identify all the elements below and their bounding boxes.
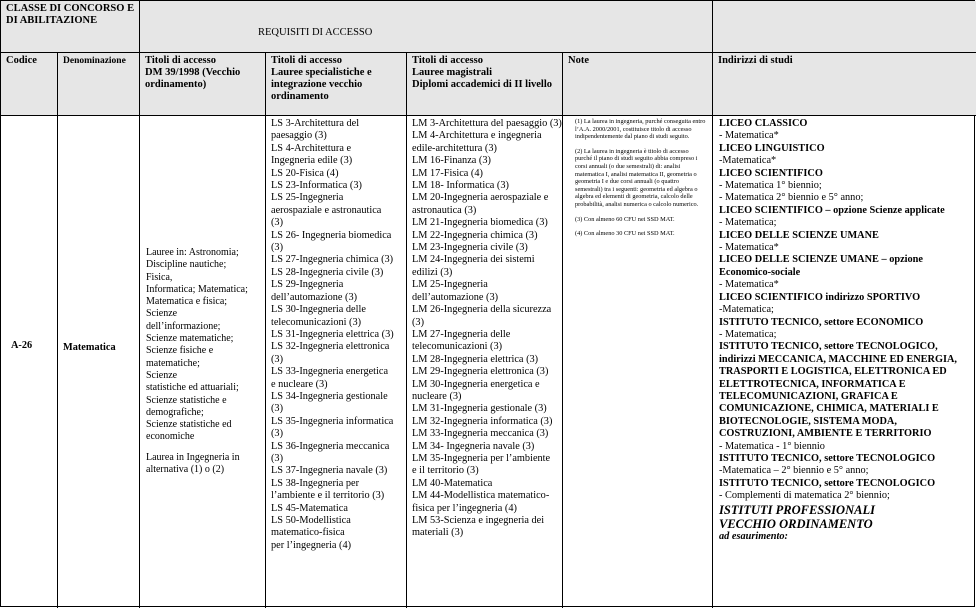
lm-title-line: nucleare (3) bbox=[412, 390, 462, 402]
indirizzi-list bbox=[719, 118, 970, 543]
ls-title-line: LS 31-Ingegneria elettrica (3) bbox=[271, 328, 394, 340]
lm-title-line: LM 34- Ingegneria navale (3) bbox=[412, 440, 535, 452]
ls-title-line: LS 25-Ingegneria bbox=[271, 192, 344, 204]
lm-title-line: LM 4-Architettura e ingegneria bbox=[412, 130, 542, 142]
indirizzo-heading: COSTRUZIONI, AMBIENTE E TERRITORIO bbox=[719, 428, 932, 440]
ls-title-line: LS 34-Ingegneria gestionale bbox=[271, 390, 388, 402]
cell-titoli-dm bbox=[140, 116, 266, 608]
lm-title-line: LM 23-Ingegneria civile (3) bbox=[412, 242, 528, 254]
header-titoli-dm bbox=[140, 53, 266, 116]
lm-title-line: LM 44-Modellistica matematico- bbox=[412, 490, 550, 502]
lm-title-line: LM 27-Ingegneria delle bbox=[412, 328, 511, 340]
indirizzo-heading: ISTITUTI PROFESSIONALI bbox=[719, 502, 875, 517]
header-classe-line: CLASSE DI CONCORSO E bbox=[6, 3, 135, 14]
ls-title-line: LS 33-Ingegneria energetica bbox=[271, 366, 389, 378]
lm-title-line: LM 17-Fisica (4) bbox=[412, 167, 483, 179]
ls-title-line: LS 4-Architettura e bbox=[271, 142, 352, 154]
header-requisiti bbox=[140, 1, 713, 53]
cell-denominazione bbox=[58, 116, 140, 608]
header-codice bbox=[1, 53, 58, 116]
dm-extra-line: Laurea in Ingegneria in bbox=[146, 452, 240, 463]
indirizzo-heading: LICEO CLASSICO bbox=[719, 118, 808, 129]
indirizzo-heading: LICEO SCIENTIFICO indirizzo SPORTIVO bbox=[719, 291, 921, 303]
indirizzo-subject: - Matematica* bbox=[719, 130, 779, 142]
indirizzo-subject: - Matematica; bbox=[719, 217, 777, 229]
lm-title-line: LM 22-Ingegneria chimica (3) bbox=[412, 229, 538, 241]
ls-title-line: aerospaziale e astronautica bbox=[271, 204, 382, 216]
indirizzo-heading: LICEO SCIENTIFICO bbox=[719, 167, 823, 179]
indirizzo-heading: LICEO SCIENTIFICO – opzione Scienze applicate bbox=[719, 204, 945, 216]
header-titoli-ls-line: integrazione vecchio bbox=[271, 79, 363, 90]
lm-title-line: LM 53-Scienza e ingegneria dei bbox=[412, 515, 545, 526]
dm-title-line: Scienze bbox=[146, 308, 178, 320]
header-classe bbox=[1, 1, 140, 53]
ls-title-line: LS 37-Ingegneria navale (3) bbox=[271, 465, 388, 477]
indirizzo-heading: COMUNICAZIONE, CHIMICA, MATERIALI E bbox=[719, 403, 939, 415]
cell-codice bbox=[1, 116, 58, 608]
header-classe-line: DI ABILITAZIONE bbox=[6, 15, 98, 26]
note-item: (3) Con almeno 60 CFU nei SSD MAT. bbox=[575, 215, 675, 223]
lm-title-line: e il territorio (3) bbox=[412, 465, 479, 477]
lm-title-line: LM 28-Ingegneria elettrica (3) bbox=[412, 353, 539, 365]
ls-titles-list bbox=[271, 118, 401, 552]
header-titoli-dm-line: DM 39/1998 (Vecchio bbox=[145, 67, 241, 78]
lm-title-line: LM 18- Informatica (3) bbox=[412, 180, 509, 192]
lm-title-line: edilizi (3) bbox=[412, 266, 453, 278]
lm-title-line: LM 26-Ingegneria della sicurezza bbox=[412, 304, 552, 316]
indirizzo-heading: LICEO DELLE SCIENZE UMANE – opzione bbox=[719, 254, 923, 266]
ls-title-line: LS 45-Matematica bbox=[271, 502, 348, 514]
indirizzo-heading: ISTITUTO TECNICO, settore TECNOLOGICO, bbox=[719, 341, 938, 353]
dm-title-line: Scienze statistiche e bbox=[146, 394, 227, 406]
ls-title-line: l’ambiente e il territorio (3) bbox=[271, 490, 385, 502]
indirizzo-heading: ISTITUTO TECNICO, settore TECNOLOGICO bbox=[719, 477, 936, 489]
ls-title-line: (3) bbox=[271, 353, 284, 365]
ls-title-line: e nucleare (3) bbox=[271, 378, 328, 390]
ls-title-line: per l’ingegneria (4) bbox=[271, 539, 352, 551]
indirizzo-subject: - Matematica 1° biennio; bbox=[719, 180, 822, 192]
header-indirizzi bbox=[713, 53, 976, 116]
ls-title-line: (3) bbox=[271, 452, 284, 464]
cell-titoli-lm bbox=[407, 116, 563, 608]
dm-engineering-note bbox=[146, 452, 240, 477]
ls-title-line: LS 3-Architettura del bbox=[271, 118, 360, 129]
ls-title-line: LS 29-Ingegneria bbox=[271, 279, 344, 291]
ls-title-line: LS 35-Ingegneria informatica bbox=[271, 415, 394, 427]
header-denominazione bbox=[58, 53, 140, 116]
ls-title-line: LS 30-Ingegneria delle bbox=[271, 304, 366, 316]
ls-title-line: LS 27-Ingegneria chimica (3) bbox=[271, 254, 394, 266]
header-codice-label: Codice bbox=[6, 55, 37, 66]
dm-title-line: Scienze bbox=[146, 369, 178, 381]
cell-note bbox=[563, 116, 713, 608]
lm-title-line: edile-architettura (3) bbox=[412, 142, 497, 154]
ls-title-line: (3) bbox=[271, 403, 284, 415]
lm-title-line: LM 40-Matematica bbox=[412, 477, 493, 489]
dm-title-line: demografiche; bbox=[146, 406, 204, 418]
indirizzo-subject: -Matematica; bbox=[719, 304, 774, 316]
indirizzo-heading: Economico-sociale bbox=[719, 266, 801, 278]
header-titoli-ls-line: Titoli di accesso bbox=[271, 55, 342, 66]
lm-title-line: LM 32-Ingegneria informatica (3) bbox=[412, 415, 553, 427]
ls-title-line: dell’automazione (3) bbox=[271, 291, 358, 303]
lm-title-line: LM 25-Ingegneria bbox=[412, 279, 488, 291]
ls-title-line: (3) bbox=[271, 428, 284, 440]
lm-title-line: LM 30-Ingegneria energetica e bbox=[412, 378, 540, 390]
lm-title-line: LM 21-Ingegneria biomedica (3) bbox=[412, 217, 548, 229]
ls-title-line: LS 36-Ingegneria meccanica bbox=[271, 440, 390, 452]
indirizzo-subject: -Matematica* bbox=[719, 155, 777, 167]
ls-title-line: LS 23-Informatica (3) bbox=[271, 180, 362, 192]
header-indirizzi-label: Indirizzi di studi bbox=[718, 55, 793, 66]
denominazione-value: Matematica bbox=[63, 342, 116, 353]
header-denominazione-label: Denominazione bbox=[63, 56, 126, 66]
dm-title-line: matematiche; bbox=[146, 357, 200, 369]
indirizzo-heading: TELECOMUNICAZIONI, GRAFICA E bbox=[719, 390, 898, 402]
lm-titles-list bbox=[412, 118, 562, 540]
lm-title-line: LM 20-Ingegneria aerospaziale e bbox=[412, 192, 549, 204]
dm-title-line: Scienze matematiche; bbox=[146, 333, 234, 345]
dm-title-line: Discipline nautiche; bbox=[146, 259, 227, 271]
header-titoli-lm-line: Diplomi accademici di II livello bbox=[412, 79, 552, 90]
ls-title-line: telecomunicazioni (3) bbox=[271, 316, 362, 328]
note-item: (4) Con almeno 30 CFU nei SSD MAT. bbox=[575, 230, 675, 238]
lm-title-line: fisica per l’ingegneria (4) bbox=[412, 502, 517, 514]
indirizzo-heading: TRASPORTI E LOGISTICA, ELETTRONICA ED bbox=[719, 366, 947, 378]
dm-title-line: Scienze statistiche ed bbox=[146, 419, 232, 431]
dm-title-line: Fisica, bbox=[146, 271, 173, 283]
indirizzo-heading: ISTITUTO TECNICO, settore ECONOMICO bbox=[719, 316, 924, 328]
lm-title-line: astronautica (3) bbox=[412, 204, 477, 216]
ls-title-line: (3) bbox=[271, 242, 284, 254]
header-titoli-lm-line: Titoli di accesso bbox=[412, 55, 483, 66]
dm-title-line: dell’informazione; bbox=[146, 320, 221, 332]
header-requisiti-label: REQUISITI DI ACCESSO bbox=[258, 27, 373, 38]
indirizzo-subject: - Matematica 2° biennio e 5° anno; bbox=[719, 192, 864, 204]
header-titoli-dm-line: ordinamento) bbox=[145, 79, 207, 90]
dm-title-line: statistiche ed attuariali; bbox=[146, 382, 239, 394]
indirizzo-heading: LICEO DELLE SCIENZE UMANE bbox=[719, 229, 879, 241]
cell-indirizzi bbox=[713, 116, 976, 608]
lm-title-line: materiali (3) bbox=[412, 527, 464, 539]
header-note bbox=[563, 53, 713, 116]
header-titoli-ls-line: Lauree specialistiche e bbox=[271, 67, 372, 78]
indirizzo-heading: ISTITUTO TECNICO, settore TECNOLOGICO bbox=[719, 452, 936, 464]
header-note-label: Note bbox=[568, 55, 589, 66]
indirizzo-heading: ELETTROTECNICA, INFORMATICA E bbox=[719, 378, 906, 390]
indirizzo-heading: ad esaurimento: bbox=[719, 530, 788, 542]
header-indirizzi-top bbox=[713, 1, 976, 53]
indirizzo-heading: indirizzi MECCANICA, MACCHINE ED ENERGIA, bbox=[719, 353, 957, 365]
indirizzo-heading: BIOTECNOLOGIE, SISTEMA MODA, bbox=[719, 415, 897, 427]
ls-title-line: LS 26- Ingegneria biomedica bbox=[271, 229, 392, 241]
ls-title-line: LS 32-Ingegneria elettronica bbox=[271, 341, 390, 353]
lm-title-line: LM 35-Ingegneria per l’ambiente bbox=[412, 452, 551, 464]
lm-title-line: LM 33-Ingegneria meccanica (3) bbox=[412, 428, 549, 440]
dm-extra-line: alternativa (1) o (2) bbox=[146, 464, 225, 476]
lm-title-line: telecomunicazioni (3) bbox=[412, 341, 503, 353]
indirizzo-subject: -Matematica – 2° biennio e 5° anno; bbox=[719, 465, 869, 477]
indirizzo-subject: - Matematica* bbox=[719, 242, 779, 254]
cell-titoli-ls bbox=[266, 116, 407, 608]
lm-title-line: LM 16-Finanza (3) bbox=[412, 155, 491, 167]
lm-title-line: LM 3-Architettura del paesaggio (3) bbox=[412, 118, 562, 129]
indirizzo-subject: - Matematica; bbox=[719, 328, 777, 340]
header-titoli-lm bbox=[407, 53, 563, 116]
codice-value: A-26 bbox=[11, 340, 33, 351]
lm-title-line: (3) bbox=[412, 316, 425, 328]
dm-titles-list bbox=[146, 247, 248, 444]
header-titoli-dm-line: Titoli di accesso bbox=[145, 55, 216, 66]
indirizzo-subject: - Matematica* bbox=[719, 279, 779, 291]
dm-title-line: Lauree in: Astronomia; bbox=[146, 247, 239, 258]
indirizzo-subject: - Complementi di matematica 2° biennio; bbox=[719, 490, 890, 502]
note-item: (1) La laurea in ingegneria, purché conseguita entro l’A.A. 2000/2001, costituisce titolo di accesso indipendentemente dal piano di studi seguito. bbox=[575, 118, 706, 141]
header-titoli-lm-line: Lauree magistrali bbox=[412, 67, 493, 78]
lm-title-line: dell’automazione (3) bbox=[412, 291, 499, 303]
ls-title-line: (3) bbox=[271, 217, 284, 229]
dm-title-line: economiche bbox=[146, 431, 195, 443]
notes-list bbox=[575, 118, 706, 238]
indirizzo-heading: LICEO LINGUISTICO bbox=[719, 142, 825, 154]
ls-title-line: LS 28-Ingegneria civile (3) bbox=[271, 266, 384, 278]
indirizzo-heading: VECCHIO ORDINAMENTO bbox=[719, 516, 873, 531]
lm-title-line: LM 31-Ingegneria gestionale (3) bbox=[412, 403, 547, 415]
ls-title-line: Ingegneria edile (3) bbox=[271, 155, 353, 167]
dm-title-line: Scienze fisiche e bbox=[146, 345, 214, 357]
ls-title-line: LS 20-Fisica (4) bbox=[271, 167, 339, 179]
note-item: (2) La laurea in ingegneria è titolo di accesso purché il piano di studi seguito abbia compreso i corsi annuali (o due semestrali) di: analisi matematica I, analisi matematica II, geometria o geometria I e due corsi annuali (o quattro semestrali) tra i seguenti: geometria ed algebra o algebra ed elementi di geometria, calcolo delle probabilità, analisi numerica o calcolo numerico. bbox=[575, 147, 699, 208]
lm-title-line: LM 29-Ingegneria elettronica (3) bbox=[412, 366, 549, 378]
dm-title-line: Informatica; Matematica; bbox=[146, 283, 248, 295]
header-titoli-ls-line: ordinamento bbox=[271, 91, 329, 102]
indirizzo-subject: - Matematica - 1° biennio bbox=[719, 440, 825, 452]
lm-title-line: LM 24-Ingegneria dei sistemi bbox=[412, 254, 535, 266]
ls-title-line: LS 50-Modellistica bbox=[271, 515, 351, 526]
header-titoli-ls bbox=[266, 53, 407, 116]
dm-title-line: Matematica e fisica; bbox=[146, 296, 228, 308]
ls-title-line: matematico-fisica bbox=[271, 527, 345, 539]
ls-title-line: LS 38-Ingegneria per bbox=[271, 477, 360, 489]
ls-title-line: paesaggio (3) bbox=[271, 130, 327, 142]
